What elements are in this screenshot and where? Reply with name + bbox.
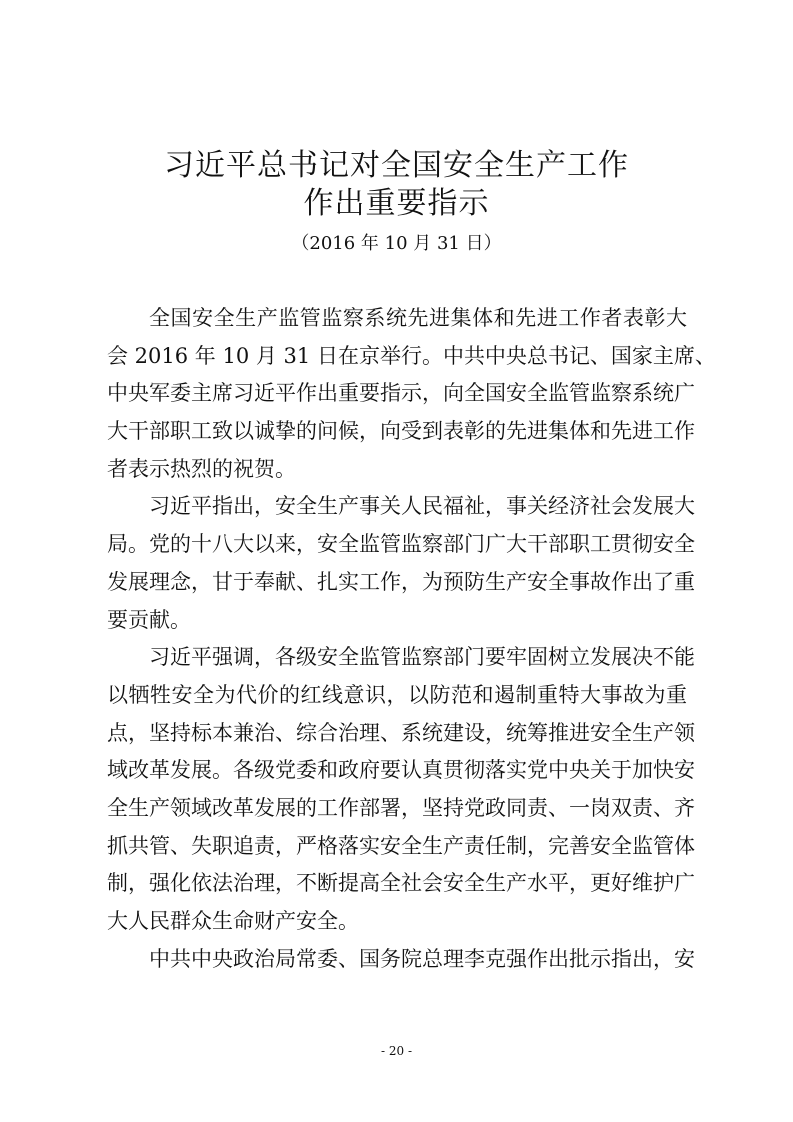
paragraph-1-line: 全国安全生产监管监察系统先进集体和先进工作者表彰大 [149,306,687,330]
paragraph-3-line: 抓共管、失职追责，严格落实安全生产责任制，完善安全监管体 [107,833,695,858]
paragraph-3-line: 习近平强调，各级安全监管监察部门要牢固树立发展决不能 [149,645,695,670]
paragraph-1-line: 中央军委主席习近平作出重要指示，向全国安全监管监察系统广 [107,381,695,406]
paragraph-3-line: 以牺牲安全为代价的红线意识，以防范和遏制重特大事故为重 [107,682,687,707]
article-body [107,300,716,978]
paragraph-3-line: 全生产领域改革发展的工作部署，坚持党政同责、一岗双责、齐 [107,795,695,820]
paragraph-3-line: 制，强化依法治理，不断提高全社会安全生产水平，更好维护广 [107,871,695,896]
paragraph-1-line: 者表示热烈的祝贺。 [107,456,296,481]
title-line-2: 作出重要指示 [303,186,490,221]
date-line: （2016 年 10 月 31 日） [291,233,502,254]
paragraph-2-line: 要贡献。 [107,607,191,632]
page-number: - 20 - [380,1044,412,1058]
paragraph-2-line: 发展理念，甘于奉献、扎实工作，为预防生产安全事故作出了重 [107,569,695,594]
paragraph-1-line: 会 2016 年 10 月 31 日在京举行。中共中央总书记、国家主席、 [107,343,716,368]
paragraph-3-line: 大人民群众生命财产安全。 [107,909,359,933]
paragraph-4-line: 中共中央政治局常委、国务院总理李克强作出批示指出，安 [149,946,695,971]
paragraph-2-line: 局。党的十八大以来，安全监管监察部门广大干部职工贯彻安全 [107,532,695,557]
paragraph-3-line: 域改革发展。各级党委和政府要认真贯彻落实党中央关于加快安 [107,758,695,783]
title-line-1: 习近平总书记对全国安全生产工作 [164,148,629,183]
paragraph-2-line: 习近平指出，安全生产事关人民福祉，事关经济社会发展大 [149,494,695,519]
paragraph-3-line: 点，坚持标本兼治、综合治理、系统建设，统筹推进安全生产领 [107,720,695,745]
paragraph-1-line: 大干部职工致以诚挚的问候，向受到表彰的先进集体和先进工作 [107,419,695,444]
